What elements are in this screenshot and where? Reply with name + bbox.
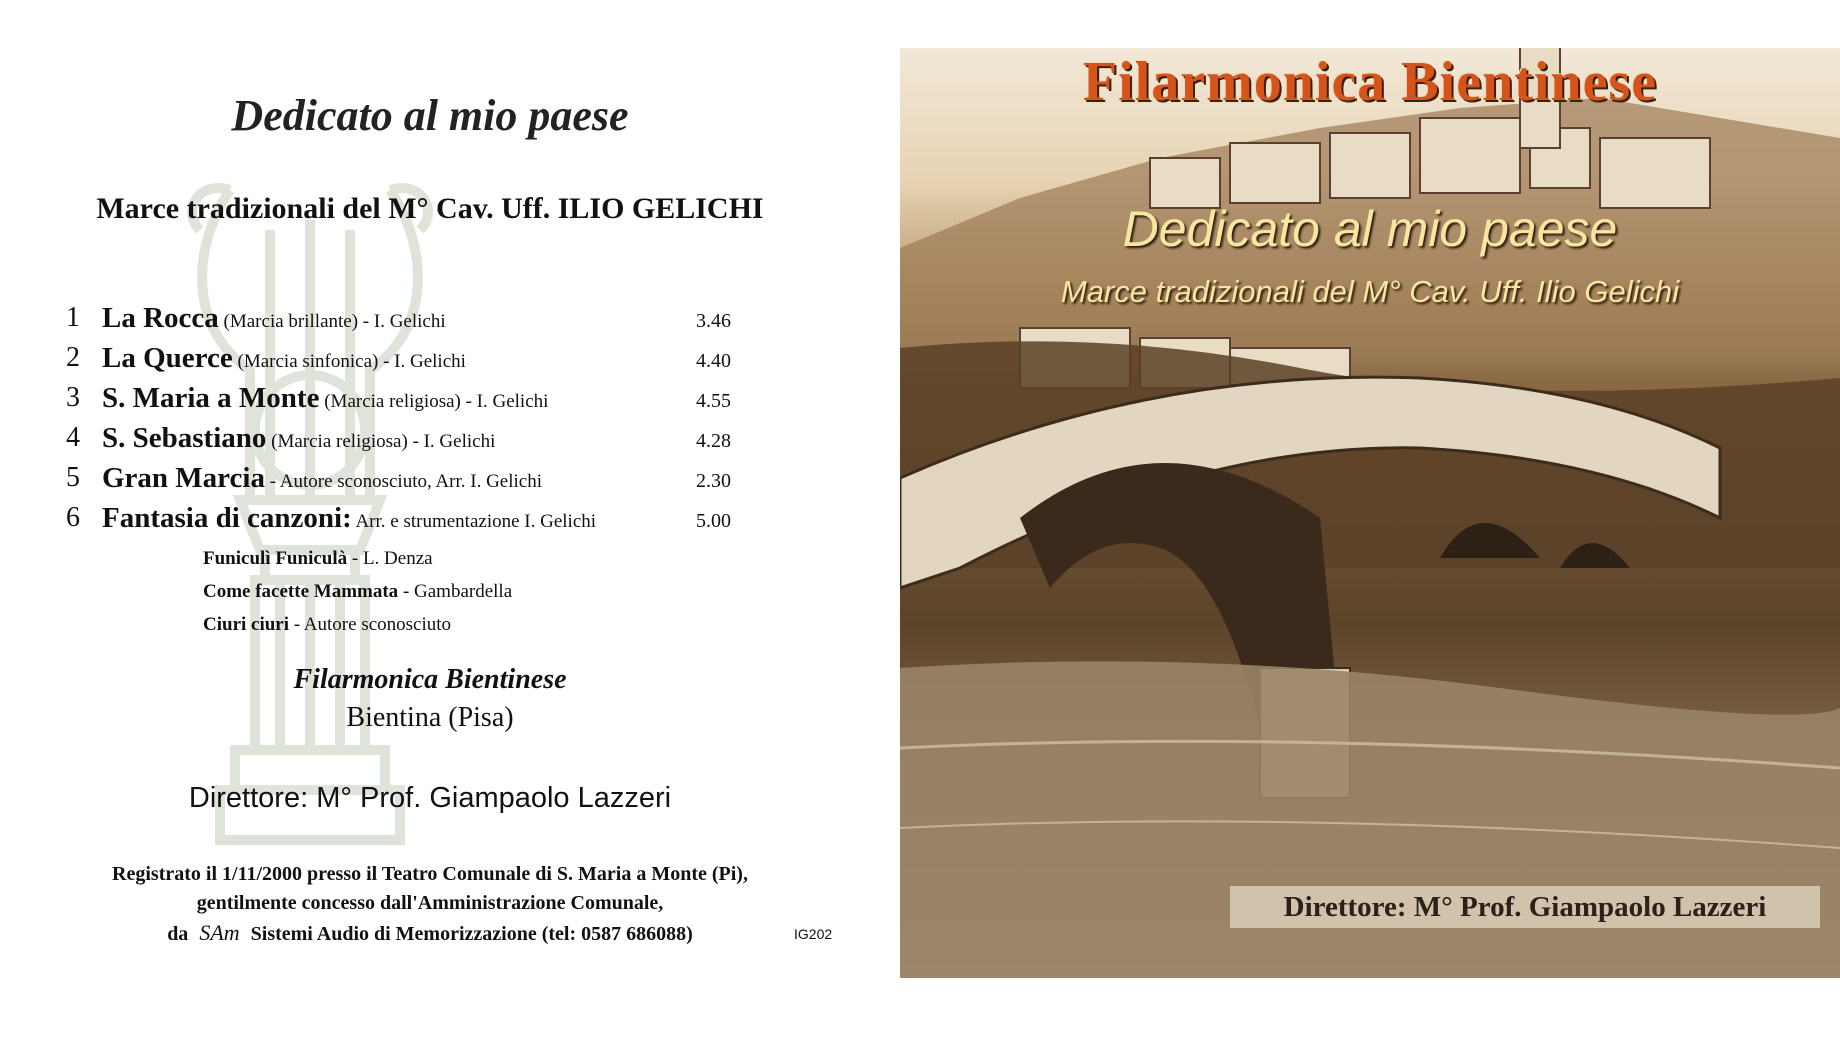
track-main	[102, 302, 446, 335]
track-number: 4	[66, 422, 80, 453]
catalog-number: IG202	[794, 926, 833, 942]
track-number: 1	[66, 302, 80, 333]
cover-title: Dedicato al mio paese	[1122, 201, 1618, 257]
track-row	[66, 382, 766, 422]
track-number: 5	[66, 462, 80, 493]
band-place: Bientina (Pisa)	[346, 702, 514, 733]
track-description: (Marcia religiosa) - I. Gelichi	[266, 431, 496, 452]
track-title: Fantasia di canzoni:	[102, 502, 352, 534]
back-cover	[0, 0, 900, 978]
medley-item	[203, 581, 512, 614]
track-duration: 2.30	[696, 470, 731, 492]
track-main	[102, 462, 542, 495]
cover-director: Direttore: M° Prof. Giampaolo Lazzeri	[1230, 886, 1820, 928]
credits-prefix: da	[167, 923, 189, 945]
medley-title: Come facette Mammata	[203, 581, 399, 602]
bridge-photo-illustration	[900, 48, 1840, 978]
track-title: Gran Marcia	[102, 462, 265, 494]
track-duration: 3.46	[696, 310, 731, 332]
medley-author: - Autore sconosciuto	[289, 614, 452, 635]
track-main	[102, 382, 548, 415]
medley-list	[203, 548, 512, 647]
cover-subtitle: Marce tradizionali del M° Cav. Uff. Ilio Gelichi	[1060, 274, 1680, 309]
track-row	[66, 302, 766, 342]
director-credit: Direttore: M° Prof. Giampaolo Lazzeri	[188, 782, 672, 814]
medley-author: - Gambardella	[398, 581, 513, 602]
track-row	[66, 502, 766, 542]
track-duration: 4.28	[696, 430, 731, 452]
track-duration: 4.55	[696, 390, 731, 412]
medley-item	[203, 548, 512, 581]
track-number: 6	[66, 502, 80, 533]
cover-band-name: Filarmonica Bientinese	[1082, 51, 1658, 113]
track-description: (Marcia sinfonica) - I. Gelichi	[232, 351, 466, 372]
track-description: Arr. e strumentazione I. Gelichi	[351, 511, 597, 532]
track-number: 3	[66, 382, 80, 413]
track-row	[66, 342, 766, 382]
credits-line-2: gentilmente concesso dall'Amministrazione Comunale,	[196, 892, 664, 914]
track-row	[66, 422, 766, 462]
medley-author: - L. Denza	[347, 548, 433, 569]
sam-logo: SAm	[199, 920, 240, 945]
track-description: - Autore sconosciuto, Arr. I. Gelichi	[264, 471, 542, 492]
track-number: 2	[66, 342, 80, 373]
album-title: Dedicato al mio paese	[231, 91, 629, 140]
medley-item	[203, 614, 512, 647]
track-duration: 5.00	[696, 510, 731, 532]
track-title: La Rocca	[102, 302, 219, 334]
track-main	[102, 502, 596, 535]
track-description: (Marcia religiosa) - I. Gelichi	[319, 391, 549, 412]
medley-title: Ciuri ciuri	[203, 614, 290, 635]
track-title: S. Sebastiano	[102, 422, 267, 454]
recording-credits	[0, 860, 860, 949]
album-subtitle: Marce tradizionali del M° Cav. Uff. ILIO GELICHI	[96, 192, 764, 225]
tracklist	[66, 302, 766, 542]
credits-line-3	[0, 918, 860, 949]
track-title: La Querce	[102, 342, 233, 374]
track-main	[102, 422, 495, 455]
track-title: S. Maria a Monte	[102, 382, 320, 414]
track-main	[102, 342, 466, 375]
credits-studio: Sistemi Audio di Memorizzazione (tel: 0587 686088)	[250, 923, 693, 945]
track-description: (Marcia brillante) - I. Gelichi	[218, 311, 446, 332]
front-cover	[900, 48, 1840, 978]
track-row	[66, 462, 766, 502]
band-name: Filarmonica Bientinese	[293, 664, 567, 695]
track-duration: 4.40	[696, 350, 731, 372]
credits-line-1: Registrato il 1/11/2000 presso il Teatro Comunale di S. Maria a Monte (Pi),	[112, 863, 748, 885]
medley-title: Funiculì Funiculà	[203, 548, 348, 569]
